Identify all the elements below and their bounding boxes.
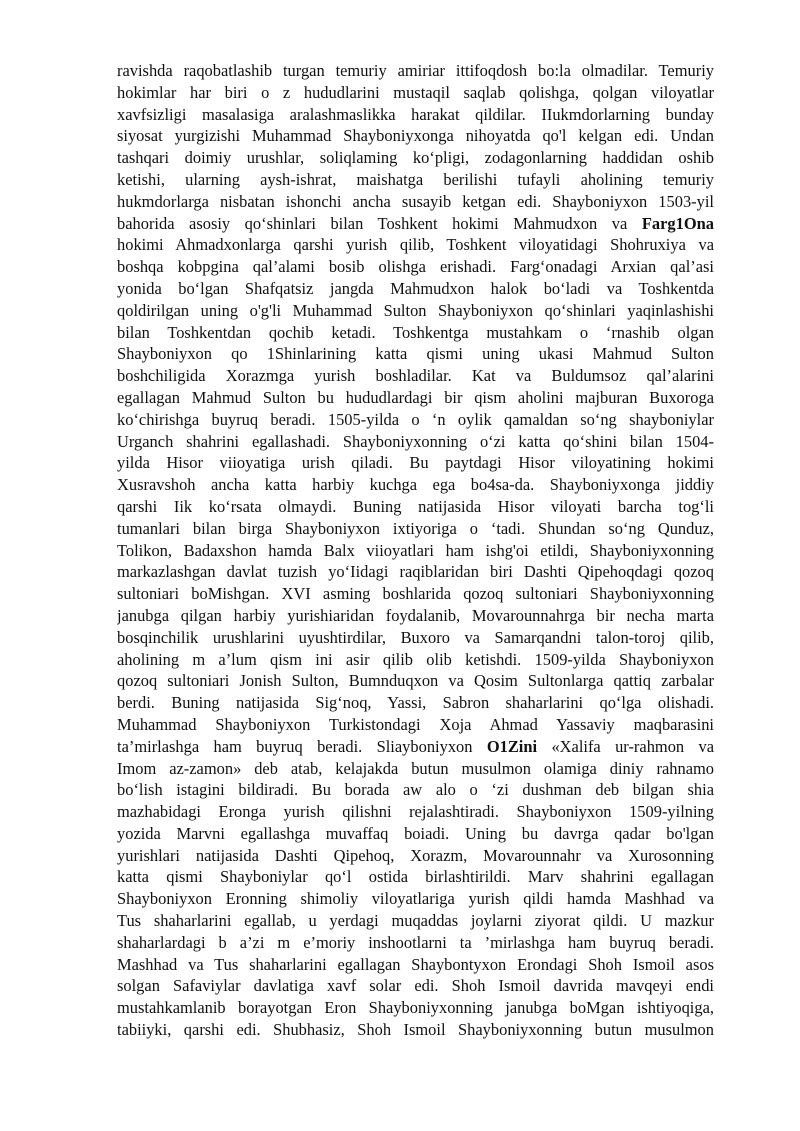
- text-line: [117, 431, 714, 453]
- text-line: [117, 888, 714, 910]
- text-run: qoldirilgan uning o'g'li Muhammad Sulton Shayboniyxon qo‘shinlari yaqinlashishi: [117, 300, 714, 320]
- text-line: [117, 605, 714, 627]
- text-line: [117, 518, 714, 540]
- text-run: yurishlari natijasida Dashti Qipehoq, Xorazm, Movarounnahr va Xurosonning: [117, 845, 714, 865]
- text-line: [117, 474, 714, 496]
- text-line: [117, 125, 714, 147]
- text-line: [117, 649, 714, 671]
- text-run: Urganch shahrini egallashadi. Shayboniyxonning o‘zi katta qo‘shini bilan 1504-: [117, 431, 714, 451]
- text-line: [117, 540, 714, 562]
- text-run: yozida Marvni egallashga muvaffaq boiadi. Uning bu davrga qadar bo'lgan: [117, 823, 714, 843]
- text-line: [117, 692, 714, 714]
- text-run: qozoq sultoniari Jonish Sulton, Bumnduqxon va Qosim Sultonlarga qattiq zarbalar: [117, 671, 714, 691]
- text-run: Tus shaharlarini egallab, u yerdagi muqaddas joylarni ziyorat qildi. U mazkur: [117, 911, 714, 931]
- text-line: [117, 82, 714, 104]
- text-line: [117, 496, 714, 518]
- text-run: siyosat yurgizishi Muhammad Shayboniyxonga nihoyatda qo'l kelgan edi. Undan: [117, 126, 714, 146]
- text-run: katta qismi Shayboniylar qo‘l ostida birlashtirildi. Marv shahrini egallagan: [117, 867, 714, 887]
- text-line: [117, 779, 714, 801]
- text-run: Shayboniyxon qo 1Shinlarining katta qismi uning ukasi Mahmud Sulton: [117, 344, 714, 364]
- text-line: [117, 169, 714, 191]
- text-run: markazlashgan davlat tuzish yo‘Iidagi raqiblaridan biri Dashti Qipehoqdagi qozoq: [117, 562, 714, 582]
- text-run: egallagan Mahmud Sulton bu hududlardagi bir qism aholini majburan Buxoroga: [117, 387, 714, 407]
- text-line: [117, 932, 714, 954]
- document-body: [117, 60, 714, 1041]
- text-run: tabiiyki, qarshi edi. Shubhasiz, Shoh Ismoil Shayboniyxonning butun musulmon: [117, 1020, 714, 1040]
- text-line: [117, 910, 714, 932]
- text-line: [117, 714, 714, 736]
- text-line: [117, 866, 714, 888]
- text-run: solgan Safaviylar davlatiga xavf solar edi. Shoh Ismoil davrida mavqeyi endi: [117, 976, 714, 996]
- text-line: [117, 845, 714, 867]
- text-run: bilan Toshkentdan qochib ketadi. Toshkentga mustahkam o ‘rnashib olgan: [117, 322, 714, 342]
- text-run: boshchiligida Xorazmga yurish boshladilar. Kat va Buldumsoz qal’alarini: [117, 366, 714, 386]
- text-run: ko‘chirishga buyruq beradi. 1505-yilda o ‘n oylik qamaldan so‘ng shayboniylar: [117, 409, 714, 429]
- text-run: hukmdorlarga nisbatan ishonchi ancha susayib ketgan edi. Shayboniyxon 1503-yil: [117, 191, 714, 211]
- text-line: [117, 256, 714, 278]
- text-run: Tolikon, Badaxshon hamda Balx viioyatlari ham ishg'oi etildi, Shayboniyxonning: [117, 540, 714, 560]
- text-run: ta’mirlashga ham buyruq beradi. Sliayboniyxon: [117, 736, 487, 756]
- text-line: [117, 823, 714, 845]
- text-run: ketishi, ularning aysh-ishrat, maishatga berilishi tufayli aholining temuriy: [117, 169, 714, 189]
- text-run: bahorida asosiy qo‘shinlari bilan Toshkent hokimi Mahmudxon va: [117, 213, 642, 233]
- text-line: [117, 322, 714, 344]
- text-line: [117, 954, 714, 976]
- text-run: hokimlar har biri o z hududlarini mustaqil saqlab qolishga, qolgan viloyatlar: [117, 82, 714, 102]
- text-line: [117, 758, 714, 780]
- text-run: hokimi Ahmadxonlarga qarshi yurish qilib, Toshkent viloyatidagi Shohruxiya va: [117, 235, 714, 255]
- text-run: xavfsizligi masalasiga aralashmaslikka harakat qildilar. IIukmdorlarning bunday: [117, 104, 714, 124]
- text-line: [117, 60, 714, 82]
- text-line: [117, 801, 714, 823]
- text-line: [117, 1019, 714, 1041]
- text-line: [117, 387, 714, 409]
- text-run: janubga qilgan harbiy yurishiaridan foydalanib, Movarounnahrga bir necha marta: [117, 605, 714, 625]
- text-run: Xusravshoh ancha katta harbiy kuchga ega bo4sa-da. Shayboniyxonga jiddiy: [117, 475, 714, 495]
- text-line: [117, 561, 714, 583]
- text-run: sultoniari boMishgan. XVI asming boshlarida qozoq sultoniari Shayboniyxonning: [117, 584, 714, 604]
- text-line: [117, 147, 714, 169]
- text-run: mustahkamlanib borayotgan Eron Shayboniyxonning janubga boMgan ishtiyoqiga,: [117, 998, 714, 1018]
- text-line: [117, 104, 714, 126]
- text-line: [117, 191, 714, 213]
- text-line: [117, 627, 714, 649]
- text-run: Muhammad Shayboniyxon Turkistondagi Xoja Ahmad Yassaviy maqbarasini: [117, 714, 714, 734]
- text-run: qarshi Iik ko‘rsata olmaydi. Buning natijasida Hisor viloyati barcha tog‘li: [117, 496, 714, 516]
- text-line: [117, 452, 714, 474]
- text-run: berdi. Buning natijasida Sig‘noq, Yassi, Sabron shaharlarini qo‘lga olishadi.: [117, 693, 714, 713]
- text-line: [117, 300, 714, 322]
- text-run: «Xalifa ur-rahmon va: [537, 736, 714, 756]
- text-run: bosqinchilik urushlarini uyushtirdilar, Buxoro va Samarqandni talon-toroj qilib,: [117, 627, 714, 647]
- text-line: [117, 365, 714, 387]
- text-line: [117, 975, 714, 997]
- text-run: aholining m a’lum qism ini asir qilib olib ketishdi. 1509-yilda Shayboniyxon: [117, 649, 714, 669]
- text-line: [117, 583, 714, 605]
- text-line: [117, 670, 714, 692]
- text-run: yonida bo‘lgan Shafqatsiz jangda Mahmudxon halok bo‘ladi va Toshkentda: [117, 278, 714, 298]
- text-line: [117, 997, 714, 1019]
- text-run: shaharlardagi b a’zi m e’moriy inshootlarni ta ’mirlashga ham buyruq beradi.: [117, 932, 714, 952]
- text-line: [117, 234, 714, 256]
- text-line: [117, 278, 714, 300]
- text-line: [117, 736, 714, 758]
- text-line: [117, 343, 714, 365]
- text-run: Imom az-zamon» deb atab, kelajakda butun musulmon olamiga diniy rahnamo: [117, 758, 714, 778]
- text-line: [117, 409, 714, 431]
- bold-text-run: O1Zini: [486, 736, 538, 756]
- text-run: Mashhad va Tus shaharlarini egallagan Shaybontyxon Erondagi Shoh Ismoil asos: [117, 954, 714, 974]
- text-run: bo‘lish istagini bildiradi. Bu borada aw alo o ‘zi dushman deb bilgan shia: [117, 780, 714, 800]
- text-run: yilda Hisor viioyatiga urish qiladi. Bu paytdagi Hisor viloyatining hokimi: [117, 453, 714, 473]
- text-run: Shayboniyxon Eronning shimoliy viloyatlariga yurish qildi hamda Mashhad va: [117, 889, 714, 909]
- text-run: tashqari doimiy urushlar, soliqlaming ko‘pligi, zodagonlarning haddidan oshib: [117, 148, 714, 168]
- text-run: boshqa kobpgina qal’alami bosib olishga erishadi. Farg‘onadagi Arxian qal’asi: [117, 257, 714, 277]
- text-run: ravishda raqobatlashib turgan temuriy amiriar ittifoqdosh bo:la olmadilar. Temuriy: [117, 61, 714, 80]
- text-run: mazhabidagi Eronga yurish qilishni rejalashtiradi. Shayboniyxon 1509-yilning: [117, 802, 714, 822]
- text-line: [117, 213, 714, 235]
- bold-text-run: Farg1Ona: [641, 213, 714, 233]
- text-run: tumanlari bilan birga Shayboniyxon ixtiyoriga o ‘tadi. Shundan so‘ng Qunduz,: [117, 518, 714, 538]
